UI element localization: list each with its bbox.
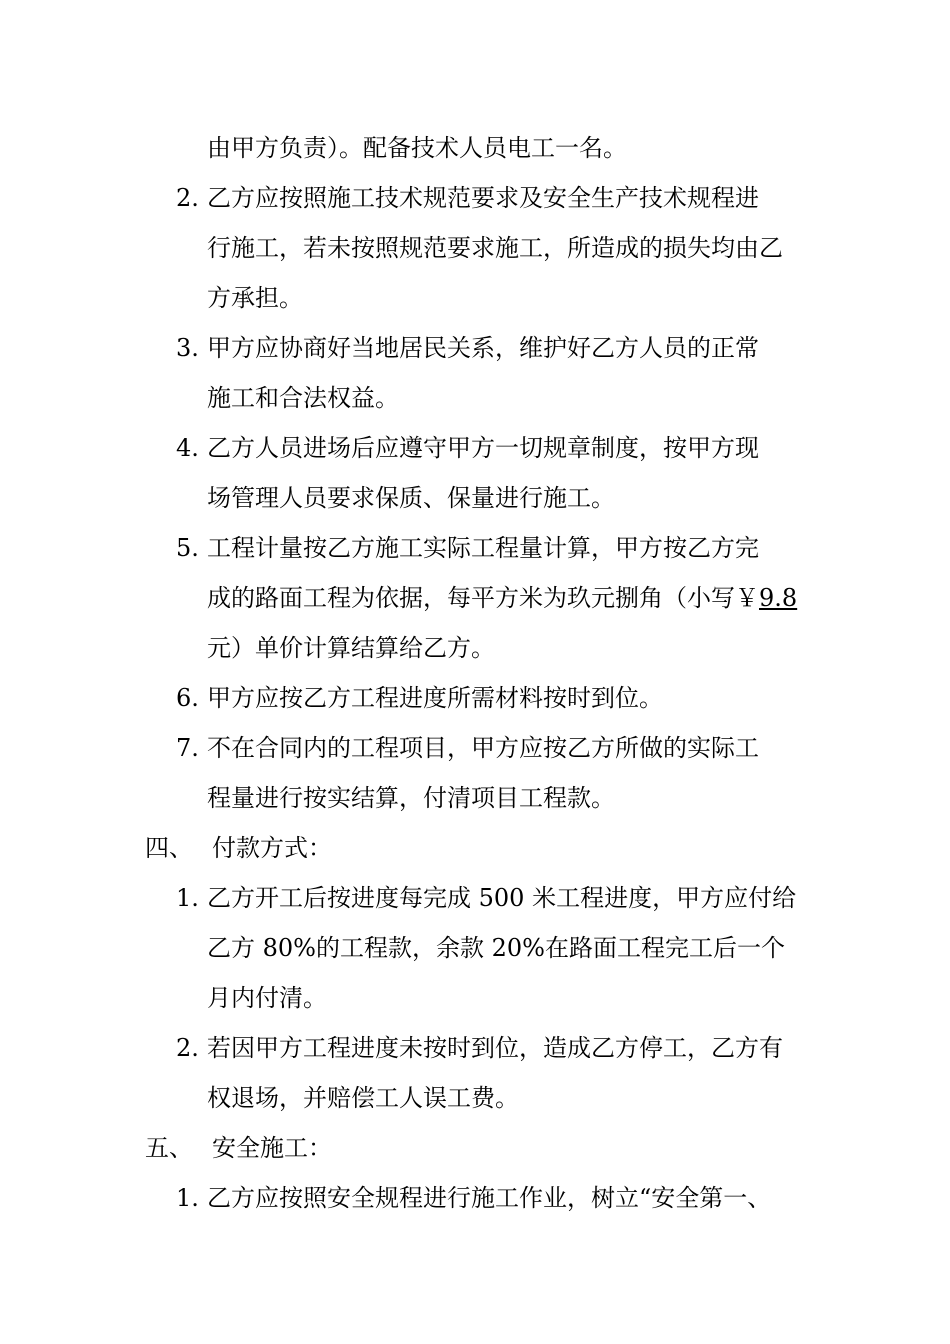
paragraph-line: 方承担。 [207, 284, 303, 312]
paragraph-line: 乙方 80%的工程款，余款 20%在路面工程完工后一个 [207, 934, 785, 962]
paragraph-line: 场管理人员要求保质、保量进行施工。 [207, 484, 615, 512]
list-number: 6. [176, 684, 199, 712]
section-title: 安全施工： [212, 1134, 332, 1162]
list-number: 2. [176, 184, 199, 212]
list-number: 4. [176, 434, 199, 462]
paragraph-line: 乙方开工后按进度每完成 500 米工程进度，甲方应付给 [207, 884, 797, 912]
paragraph-line [207, 582, 797, 614]
list-number: 7. [176, 734, 199, 762]
list-number: 5. [176, 534, 199, 562]
paragraph-line: 施工和合法权益。 [207, 384, 399, 412]
paragraph-line: 若因甲方工程进度未按时到位，造成乙方停工，乙方有 [207, 1034, 783, 1062]
unit-price-value: 9.8 [759, 584, 798, 612]
list-number: 2. [176, 1034, 199, 1062]
paragraph-line: 权退场，并赔偿工人误工费。 [207, 1084, 519, 1112]
paragraph-line: 不在合同内的工程项目，甲方应按乙方所做的实际工 [207, 734, 759, 762]
list-number: 1. [176, 1184, 199, 1212]
paragraph-line: 乙方应按照安全规程进行施工作业，树立“安全第一、 [207, 1184, 772, 1212]
list-number: 3. [176, 334, 199, 362]
paragraph-line: 月内付清。 [207, 984, 327, 1012]
paragraph-line: 甲方应按乙方工程进度所需材料按时到位。 [207, 684, 663, 712]
section-number: 四、 [145, 834, 193, 862]
paragraph-line: 甲方应协商好当地居民关系，维护好乙方人员的正常 [207, 334, 759, 362]
list-number: 1. [176, 884, 199, 912]
paragraph-line: 由甲方负责）。配备技术人员电工一名。 [207, 134, 627, 162]
paragraph-line: 工程计量按乙方施工实际工程量计算，甲方按乙方完 [207, 534, 759, 562]
section-title: 付款方式： [212, 834, 332, 862]
section-number: 五、 [145, 1134, 193, 1162]
paragraph-line: 行施工，若未按照规范要求施工，所造成的损失均由乙 [207, 234, 783, 262]
paragraph-line: 乙方人员进场后应遵守甲方一切规章制度，按甲方现 [207, 434, 759, 462]
paragraph-line: 程量进行按实结算，付清项目工程款。 [207, 784, 615, 812]
paragraph-text: 成的路面工程为依据，每平方米为玖元捌角（小写￥ [207, 584, 759, 612]
paragraph-line: 元）单价计算结算给乙方。 [207, 634, 495, 662]
paragraph-line: 乙方应按照施工技术规范要求及安全生产技术规程进 [207, 184, 759, 212]
